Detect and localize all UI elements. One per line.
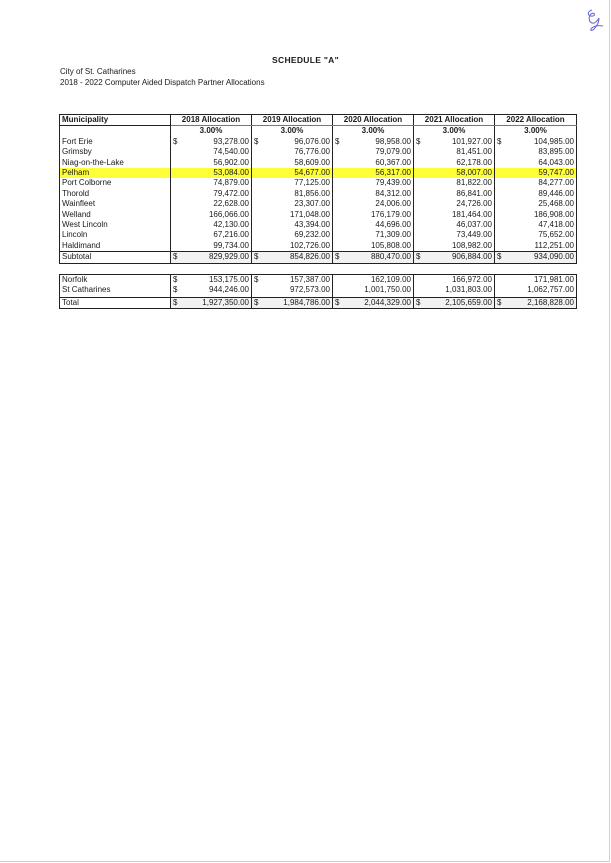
allocation-value: 77,125.00: [294, 178, 330, 188]
allocation-cell: [252, 274, 333, 285]
allocation-value: 1,001,750.00: [364, 285, 411, 295]
empty-cell: [252, 263, 333, 274]
allocation-value: 73,449.00: [456, 230, 492, 240]
allocation-cell: [171, 230, 252, 240]
table-header-row: [60, 115, 577, 126]
allocation-cell: [171, 137, 252, 147]
currency-symbol: [416, 178, 426, 188]
allocation-cell: [495, 168, 577, 178]
allocation-cell: [171, 199, 252, 209]
currency-symbol: [254, 189, 264, 199]
allocation-value: 104,985.00: [533, 136, 574, 146]
allocation-cell: [252, 210, 333, 220]
currency-symbol: $: [173, 136, 178, 146]
allocation-value: 1,062,757.00: [527, 285, 574, 295]
allocation-cell: [252, 230, 333, 240]
allocation-cell: [171, 189, 252, 199]
allocation-cell: [333, 147, 414, 157]
allocation-value: 74,540.00: [213, 147, 249, 157]
allocation-cell: [252, 158, 333, 168]
document-subtitle: 2018 - 2022 Computer Aided Dispatch Partner Allocations: [60, 78, 265, 87]
currency-symbol: [254, 168, 264, 178]
table-row: [60, 189, 577, 199]
allocation-cell: [171, 178, 252, 188]
currency-symbol: $: [254, 274, 259, 284]
allocation-cell: [495, 189, 577, 199]
municipality-name: Norfolk: [60, 274, 171, 285]
allocation-cell: [252, 252, 333, 263]
allocation-value: 108,982.00: [451, 240, 492, 250]
allocation-cell: [171, 285, 252, 297]
allocation-value: 84,277.00: [538, 178, 574, 188]
allocation-value: 58,007.00: [456, 168, 492, 178]
allocation-value: 47,418.00: [538, 220, 574, 230]
allocation-value: 166,066.00: [208, 209, 249, 219]
currency-symbol: [173, 241, 183, 251]
allocation-value: 59,747.00: [538, 168, 574, 178]
allocation-value: 24,726.00: [456, 199, 492, 209]
currency-symbol: $: [335, 297, 340, 307]
allocation-cell: [495, 274, 577, 285]
table-row: [60, 285, 577, 297]
allocation-cell: [171, 274, 252, 285]
allocation-value: 105,808.00: [370, 240, 411, 250]
municipality-name: Fort Erie: [60, 137, 171, 147]
column-header: 2022 Allocation: [495, 115, 577, 126]
allocation-cell: [495, 178, 577, 188]
allocation-cell: [414, 274, 495, 285]
allocation-cell: [414, 252, 495, 263]
allocation-value: 1,031,803.00: [445, 285, 492, 295]
currency-symbol: [254, 210, 264, 220]
currency-symbol: $: [173, 297, 178, 307]
currency-symbol: [173, 168, 183, 178]
currency-symbol: [254, 285, 264, 295]
column-header: 2021 Allocation: [414, 115, 495, 126]
currency-symbol: [254, 147, 264, 157]
currency-symbol: [416, 210, 426, 220]
allocation-value: 76,776.00: [294, 147, 330, 157]
allocation-value: 43,394.00: [294, 220, 330, 230]
allocation-value: 98,958.00: [375, 136, 411, 146]
currency-symbol: [497, 158, 507, 168]
allocation-cell: [495, 297, 577, 308]
currency-symbol: [416, 230, 426, 240]
allocation-value: 74,879.00: [213, 178, 249, 188]
allocation-value: 89,446.00: [538, 188, 574, 198]
allocation-cell: [414, 137, 495, 147]
column-header: Municipality: [60, 115, 171, 126]
allocation-cell: [333, 158, 414, 168]
allocation-value: 176,179.00: [370, 209, 411, 219]
currency-symbol: [416, 241, 426, 251]
allocation-value: 62,178.00: [456, 157, 492, 167]
allocation-cell: [414, 241, 495, 252]
currency-symbol: [416, 158, 426, 168]
allocation-value: 86,841.00: [456, 188, 492, 198]
currency-symbol: [335, 178, 345, 188]
allocation-value: 56,317.00: [375, 168, 411, 178]
municipality-name: Pelham: [60, 168, 171, 178]
currency-symbol: [416, 275, 426, 285]
currency-symbol: [497, 199, 507, 209]
allocation-value: 2,168,828.00: [527, 297, 574, 307]
currency-symbol: [416, 285, 426, 295]
allocation-cell: [414, 210, 495, 220]
allocation-cell: [333, 199, 414, 209]
allocation-cell: [171, 297, 252, 308]
municipality-name: Niag-on-the-Lake: [60, 158, 171, 168]
currency-symbol: [416, 220, 426, 230]
allocation-value: 79,079.00: [375, 147, 411, 157]
allocation-value: 2,105,659.00: [445, 297, 492, 307]
allocation-cell: [252, 297, 333, 308]
currency-symbol: [497, 168, 507, 178]
allocation-cell: [414, 199, 495, 209]
allocation-cell: [333, 241, 414, 252]
table-row: [60, 210, 577, 220]
allocation-cell: [495, 210, 577, 220]
allocation-value: 24,006.00: [375, 199, 411, 209]
allocation-value: 112,251.00: [534, 240, 574, 250]
table-row: [60, 199, 577, 209]
allocation-value: 972,573.00: [289, 285, 330, 295]
currency-symbol: [335, 210, 345, 220]
allocation-cell: [252, 241, 333, 252]
currency-symbol: [335, 199, 345, 209]
allocation-cell: [252, 178, 333, 188]
currency-symbol: [254, 220, 264, 230]
allocation-value: 56,902.00: [213, 157, 249, 167]
currency-symbol: [173, 210, 183, 220]
currency-symbol: [173, 158, 183, 168]
allocation-value: 944,246.00: [208, 285, 249, 295]
allocation-cell: [333, 220, 414, 230]
allocation-value: 64,043.00: [538, 157, 574, 167]
municipality-name: Subtotal: [60, 252, 171, 263]
currency-symbol: [497, 220, 507, 230]
allocation-value: 46,037.00: [456, 220, 492, 230]
allocation-cell: [333, 230, 414, 240]
allocation-value: 23,307.00: [294, 199, 330, 209]
allocation-cell: [414, 189, 495, 199]
allocation-cell: [171, 158, 252, 168]
allocation-value: 934,090.00: [533, 252, 574, 262]
currency-symbol: [335, 275, 345, 285]
currency-symbol: [173, 178, 183, 188]
currency-symbol: [497, 275, 507, 285]
allocation-cell: [333, 137, 414, 147]
currency-symbol: [497, 285, 507, 295]
allocation-value: 25,468.00: [538, 199, 574, 209]
municipality-name: Total: [60, 297, 171, 308]
allocation-cell: [495, 230, 577, 240]
empty-cell: [333, 263, 414, 274]
table-row: [60, 241, 577, 252]
allocation-cell: [171, 210, 252, 220]
allocation-cell: [333, 274, 414, 285]
allocation-value: 854,826.00: [289, 252, 330, 262]
allocation-cell: [333, 297, 414, 308]
allocation-value: 171,981.00: [533, 274, 574, 284]
allocation-cell: [495, 285, 577, 297]
currency-symbol: [173, 147, 183, 157]
allocation-cell: [171, 168, 252, 178]
allocation-cell: [333, 252, 414, 263]
allocation-value: 69,232.00: [294, 230, 330, 240]
allocation-cell: [333, 189, 414, 199]
allocation-cell: [414, 285, 495, 297]
municipality-name: St Catharines: [60, 285, 171, 297]
allocation-value: 186,908.00: [533, 209, 574, 219]
allocation-value: 22,628.00: [213, 199, 249, 209]
allocation-value: 101,927.00: [451, 136, 492, 146]
currency-symbol: [497, 189, 507, 199]
allocation-value: 880,470.00: [370, 252, 411, 262]
currency-symbol: [335, 220, 345, 230]
allocation-value: 75,652.00: [538, 230, 574, 240]
schedule-title: SCHEDULE "A": [272, 55, 339, 65]
allocation-value: 166,972.00: [451, 274, 492, 284]
percent-row: [60, 126, 577, 137]
allocation-value: 67,216.00: [213, 230, 249, 240]
currency-symbol: [416, 147, 426, 157]
table-row: [60, 274, 577, 285]
municipality-name: Port Colborne: [60, 178, 171, 188]
allocation-cell: [252, 189, 333, 199]
currency-symbol: [416, 168, 426, 178]
allocation-cell: [495, 199, 577, 209]
currency-symbol: [335, 147, 345, 157]
allocation-cell: [414, 297, 495, 308]
allocation-cell: [495, 220, 577, 230]
currency-symbol: $: [254, 136, 259, 146]
empty-cell: [495, 263, 577, 274]
increase-percent: 3.00%: [333, 126, 414, 137]
column-header: 2020 Allocation: [333, 115, 414, 126]
organization-name: City of St. Catharines: [60, 67, 136, 76]
municipality-name: Lincoln: [60, 230, 171, 240]
currency-symbol: [254, 178, 264, 188]
allocation-value: 96,076.00: [294, 136, 330, 146]
allocation-cell: [333, 285, 414, 297]
empty-cell: [171, 263, 252, 274]
increase-percent: 3.00%: [171, 126, 252, 137]
allocation-value: 162,109.00: [370, 274, 411, 284]
currency-symbol: [173, 189, 183, 199]
currency-symbol: $: [416, 297, 421, 307]
allocation-value: 42,130.00: [213, 220, 249, 230]
currency-symbol: $: [416, 252, 421, 262]
currency-symbol: $: [173, 252, 178, 262]
table-row: [60, 178, 577, 188]
column-header: 2018 Allocation: [171, 115, 252, 126]
table-row: [60, 158, 577, 168]
currency-symbol: [497, 230, 507, 240]
allocation-cell: [414, 178, 495, 188]
increase-percent: 3.00%: [252, 126, 333, 137]
allocation-cell: [414, 230, 495, 240]
spacer-row: [60, 263, 577, 274]
allocation-cell: [252, 199, 333, 209]
allocation-value: 79,472.00: [213, 188, 249, 198]
allocation-cell: [252, 137, 333, 147]
empty-cell: [414, 263, 495, 274]
currency-symbol: [335, 230, 345, 240]
allocation-value: 71,309.00: [375, 230, 411, 240]
allocation-value: 1,927,350.00: [202, 297, 249, 307]
allocation-value: 79,439.00: [375, 178, 411, 188]
currency-symbol: $: [497, 252, 502, 262]
currency-symbol: $: [416, 136, 421, 146]
allocation-cell: [252, 220, 333, 230]
municipality-name: Thorold: [60, 189, 171, 199]
allocation-cell: [495, 147, 577, 157]
empty-cell: [60, 263, 171, 274]
currency-symbol: [173, 230, 183, 240]
table-row: [60, 230, 577, 240]
currency-symbol: $: [254, 297, 259, 307]
currency-symbol: $: [254, 252, 259, 262]
allocation-cell: [252, 168, 333, 178]
allocation-value: 2,044,329.00: [364, 297, 411, 307]
allocation-value: 829,929.00: [208, 252, 249, 262]
total-row: [60, 297, 577, 308]
allocation-value: 54,677.00: [294, 168, 330, 178]
table-row: [60, 147, 577, 157]
allocation-cell: [495, 252, 577, 263]
allocation-cell: [495, 241, 577, 252]
currency-symbol: $: [335, 136, 340, 146]
currency-symbol: [254, 199, 264, 209]
municipality-name: Haldimand: [60, 241, 171, 252]
currency-symbol: [497, 210, 507, 220]
table-row: [60, 168, 577, 178]
currency-symbol: $: [173, 285, 178, 295]
currency-symbol: [335, 168, 345, 178]
allocation-cell: [252, 285, 333, 297]
allocation-value: 93,278.00: [213, 136, 249, 146]
allocation-value: 81,822.00: [456, 178, 492, 188]
allocation-value: 1,984,786.00: [283, 297, 330, 307]
allocation-cell: [495, 158, 577, 168]
signature-icon: [582, 8, 606, 34]
allocation-cell: [171, 241, 252, 252]
allocation-value: 83,895.00: [538, 147, 574, 157]
allocation-value: 153,175.00: [208, 274, 249, 284]
municipality-name: Welland: [60, 210, 171, 220]
currency-symbol: [254, 241, 264, 251]
allocation-cell: [171, 147, 252, 157]
table-row: [60, 137, 577, 147]
allocation-value: 81,451.00: [456, 147, 492, 157]
currency-symbol: [254, 230, 264, 240]
allocation-cell: [333, 168, 414, 178]
currency-symbol: $: [173, 274, 178, 284]
allocation-value: 60,367.00: [375, 157, 411, 167]
allocation-value: 58,609.00: [294, 157, 330, 167]
allocation-cell: [414, 168, 495, 178]
allocation-cell: [252, 147, 333, 157]
currency-symbol: $: [497, 136, 502, 146]
allocation-cell: [414, 220, 495, 230]
currency-symbol: $: [497, 297, 502, 307]
allocation-cell: [333, 210, 414, 220]
currency-symbol: [497, 241, 507, 251]
allocation-value: 44,696.00: [375, 220, 411, 230]
allocation-cell: [171, 252, 252, 263]
currency-symbol: [173, 199, 183, 209]
allocation-cell: [171, 220, 252, 230]
currency-symbol: [416, 189, 426, 199]
currency-symbol: [254, 158, 264, 168]
subtotal-row: [60, 252, 577, 263]
currency-symbol: [497, 147, 507, 157]
increase-percent: 3.00%: [414, 126, 495, 137]
currency-symbol: [335, 241, 345, 251]
allocation-value: 181,464.00: [451, 209, 492, 219]
municipality-name: West Lincoln: [60, 220, 171, 230]
allocation-value: 102,726.00: [289, 240, 330, 250]
municipality-name: Wainfleet: [60, 199, 171, 209]
column-header: 2019 Allocation: [252, 115, 333, 126]
allocation-table: [59, 114, 577, 309]
table-row: [60, 220, 577, 230]
allocation-value: 906,884.00: [451, 252, 492, 262]
allocation-value: 84,312.00: [375, 188, 411, 198]
allocation-value: 53,084.00: [213, 168, 249, 178]
allocation-cell: [414, 158, 495, 168]
allocation-value: 99,734.00: [213, 240, 249, 250]
currency-symbol: [335, 285, 345, 295]
municipality-name: Grimsby: [60, 147, 171, 157]
currency-symbol: [497, 178, 507, 188]
allocation-cell: [495, 137, 577, 147]
currency-symbol: $: [335, 252, 340, 262]
allocation-cell: [333, 178, 414, 188]
currency-symbol: [416, 199, 426, 209]
increase-percent: 3.00%: [495, 126, 577, 137]
allocation-value: 171,048.00: [289, 209, 330, 219]
allocation-value: 81,856.00: [294, 188, 330, 198]
currency-symbol: [173, 220, 183, 230]
allocation-value: 157,387.00: [289, 274, 330, 284]
currency-symbol: [335, 158, 345, 168]
currency-symbol: [335, 189, 345, 199]
empty-cell: [60, 126, 171, 137]
allocation-cell: [414, 147, 495, 157]
